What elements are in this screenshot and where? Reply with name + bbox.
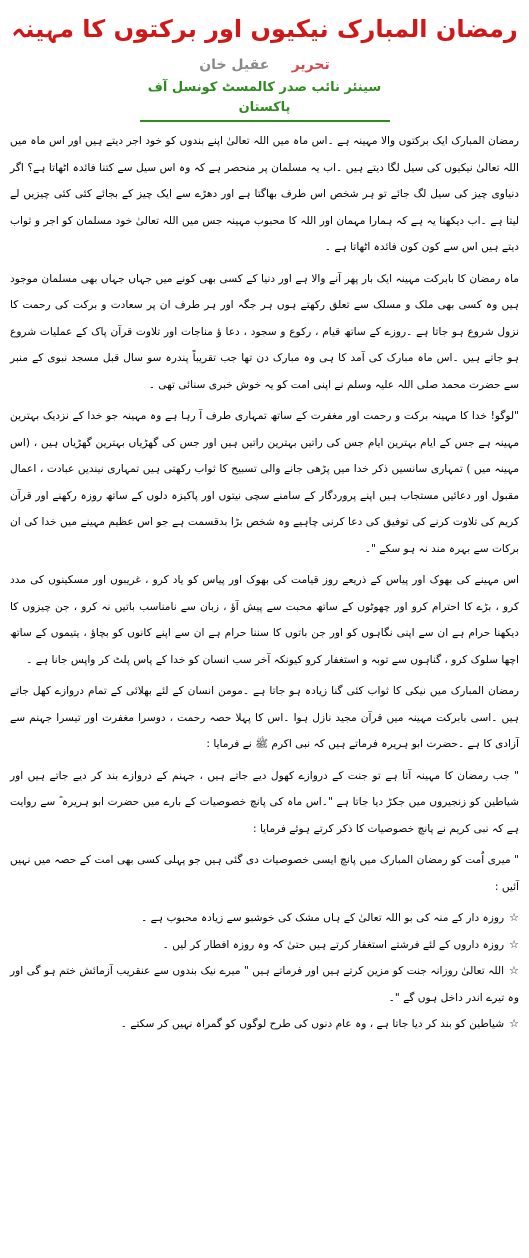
list-item [10,1011,519,1038]
list-item [10,958,519,1011]
list-item-text: روزہ دار کے منہ کی بو اللہ تعالیٰ کے ہاں مشک کی خوشبو سے زیادہ محبوب ہے ۔ [141,912,505,924]
article-title: رمضان المبارک نیکیوں اور برکتوں کا مہینہ [11,15,518,43]
paragraph-ramadan-arrival: ماہ رمضان کا بابرکت مہینہ ایک بار پھر آنے والا ہے اور دنیا کے کسی بھی کونے میں جہاں جہاں بھی مسلمان موجود ہیں وہ کسی بھی ملک و مسلک سے تعلق رکھتے ہوں ہر جگہ اور ہر طرف ان پر سعادت و برکت کی رحمت کا نزول شروع ہو جاتا ہے ۔روزے کے ساتھ قیام ، رکوع و سجود ، دعا ؤ مناجات اور تلاوت قرآن پاک کے عملیات شروع ہو جاتے ہیں ۔اس ماہ مبارک کی آمد کا ہی وہ مبارک دن تھا جب تقریباً پندرہ سو سال قبل مسجد نبوی کے منبر سے حضرت محمد صلی اللہ علیہ وسلم نے اپنی امت کو یہ خوش خبری سنائی تھی ۔ [10,272,519,391]
star-bullet-icon: ☆ [509,1017,519,1030]
paragraph-hadith: " جب رمضان کا مہینہ آتا ہے تو جنت کے دروازے کھول دیے جاتے ہیں ، جہنم کے دروازے بند کر دیے جاتے ہیں اور شیاطین کو زنجیروں میں جکڑ دیا جاتا ہے "۔اس ماہ کی پانچ خصوصیات کے بارے میں حضرت ابو ہریرہ ؓ سے روایت ہے کہ نبی کریم نے پانچ خصوصیات کا ذکر کرتے ہوئے فرمایا : [10,769,519,835]
blessings-list [10,905,519,1038]
paragraph-hunger-thirst: اس مہینے کی بھوک اور پیاس کے ذریعے روز قیامت کی بھوک اور پیاس کو یاد کرو ، غریبوں اور مسکینوں کی مدد کرو ، بڑے کا احترام کرو اور چھوٹوں کے ساتھ محبت سے پیش آؤ ، زبان سے نامناسب باتیں نہ کرو ، جن چیزوں کا دیکھنا حرام ہے ان سے اپنی نگاہوں کو اور جن باتوں کا سننا حرام ہے ان سے اپنے کانوں کو بچاؤ ، یتیموں کے ساتھ اچھا سلوک کرو ، گناہوں سے توبہ و استغفار کرو کیونکہ آخر سب انسان کو خدا کے پاس پلٹ کر واپس جانا ہے ۔ [10,574,519,666]
byline [10,54,519,76]
list-item-text: روزہ داروں کے لئے فرشتے استغفار کرتے ہیں حتیٰ کہ وہ روزہ افطار کر لیں ۔ [162,938,505,951]
paragraph-rewards: رمضان المبارک میں نیکی کا ثواب کئی گنا زیادہ ہو جاتا ہے ۔مومن انسان کے لئے بھلائی کے تمام دروازے کھل جاتے ہیں ۔اسی بابرکت مہینہ میں قرآن مجید نازل ہوا ۔اس کا پہلا حصہ رحمت ، دوسرا مغفرت اور تیسرا جہنم سے آزادی کا ہے ۔حضرت ابو ہریرہ فرماتے ہیں کہ نبی اکرم ﷺ نے فرمایا : [10,685,519,750]
star-bullet-icon: ☆ [509,937,519,951]
author-name: عقیل خان [199,57,270,73]
byline-label: تحریر [291,57,330,73]
list-item-text: اللہ تعالیٰ روزانہ جنت کو مزین کرتے ہیں اور فرماتے ہیں " میرے نیک بندوں سے عنقریب آزمائش ختم ہو گی اور وہ تیرے اندر داخل ہوں گے "۔ [10,965,519,1004]
star-bullet-icon: ☆ [509,911,519,924]
paragraph-intro: رمضان المبارک ایک برکتوں والا مہینہ ہے ۔اس ماہ میں اللہ تعالیٰ اپنے بندوں کو خود اجر دیتے ہیں اور اس ماہ میں اللہ تعالیٰ نیکیوں کی سیل لگا دیتے ہیں ۔اب یہ مسلمان پر منحصر ہے کہ وہ اس سیل سے کتنا فائدہ اٹھاتا ہے؟ اگر دنیاوی چیز کی سیل لگ جائے تو ہر شخص اس طرف بھاگتا ہے اور دھڑے سے ایک چیز کے بجائے کئی کئی چیزیں لے لیتا ہے ۔اب دیکھنا یہ ہے کہ ہمارا مہمان اور اللہ کا محبوب مہینہ جس میں اللہ تعالیٰ خود مسلمان کو اجر و ثواب دیتے ہیں اس سے کون کون فائدہ اٹھاتا ہے ۔ [10,135,519,253]
author-designation: سینئر نائب صدر کالمسٹ کونسل آف پاکستان [140,78,390,122]
paragraph-five-qualities: " میری اُمت کو رمضان المبارک میں پانچ ایسی خصوصیات دی گئی ہیں جو پہلی کسی بھی امت کے حصہ میں نہیں آئیں : [10,854,519,893]
list-item [10,932,519,959]
paragraph-sermon-quote: "لوگو! خدا کا مہینہ برکت و رحمت اور مغفرت کے ساتھ تمہاری طرف آ رہا ہے وہ مہینہ جو خدا کے نزدیک بہترین مہینہ ہے جس کے ایام بہترین ایام جس کی راتیں بہترین راتیں ہیں اور جس کی گھڑیاں بہترین گھڑیاں ہیں ، (اس مہینہ میں ) تمہاری سانسیں ذکر خدا میں پڑھی جانے والی تسبیح کا ثواب رکھتی ہیں تمہاری نیندیں عبادت ، اعمال مقبول اور دعائیں مستجاب ہیں اپنے پروردگار کے سامنے سچی نیتوں اور پاکیزہ دلوں کے ساتھ روزہ رکھنے اور قرآن کریم کی تلاوت کرنے کی توفیق کی دعا کرنی چاہیے وہ شخص بڑا بدقسمت ہے جو اس عظیم مہینے میں خدا کی ان برکات سے بہرہ مند نہ ہو سکے "۔ [10,410,519,555]
star-bullet-icon: ☆ [509,964,519,977]
list-item-text: شیاطین کو بند کر دیا جاتا ہے ، وہ عام دنوں کی طرح لوگوں کو گمراہ نہیں کر سکتے ۔ [120,1018,505,1030]
list-item [10,905,519,932]
